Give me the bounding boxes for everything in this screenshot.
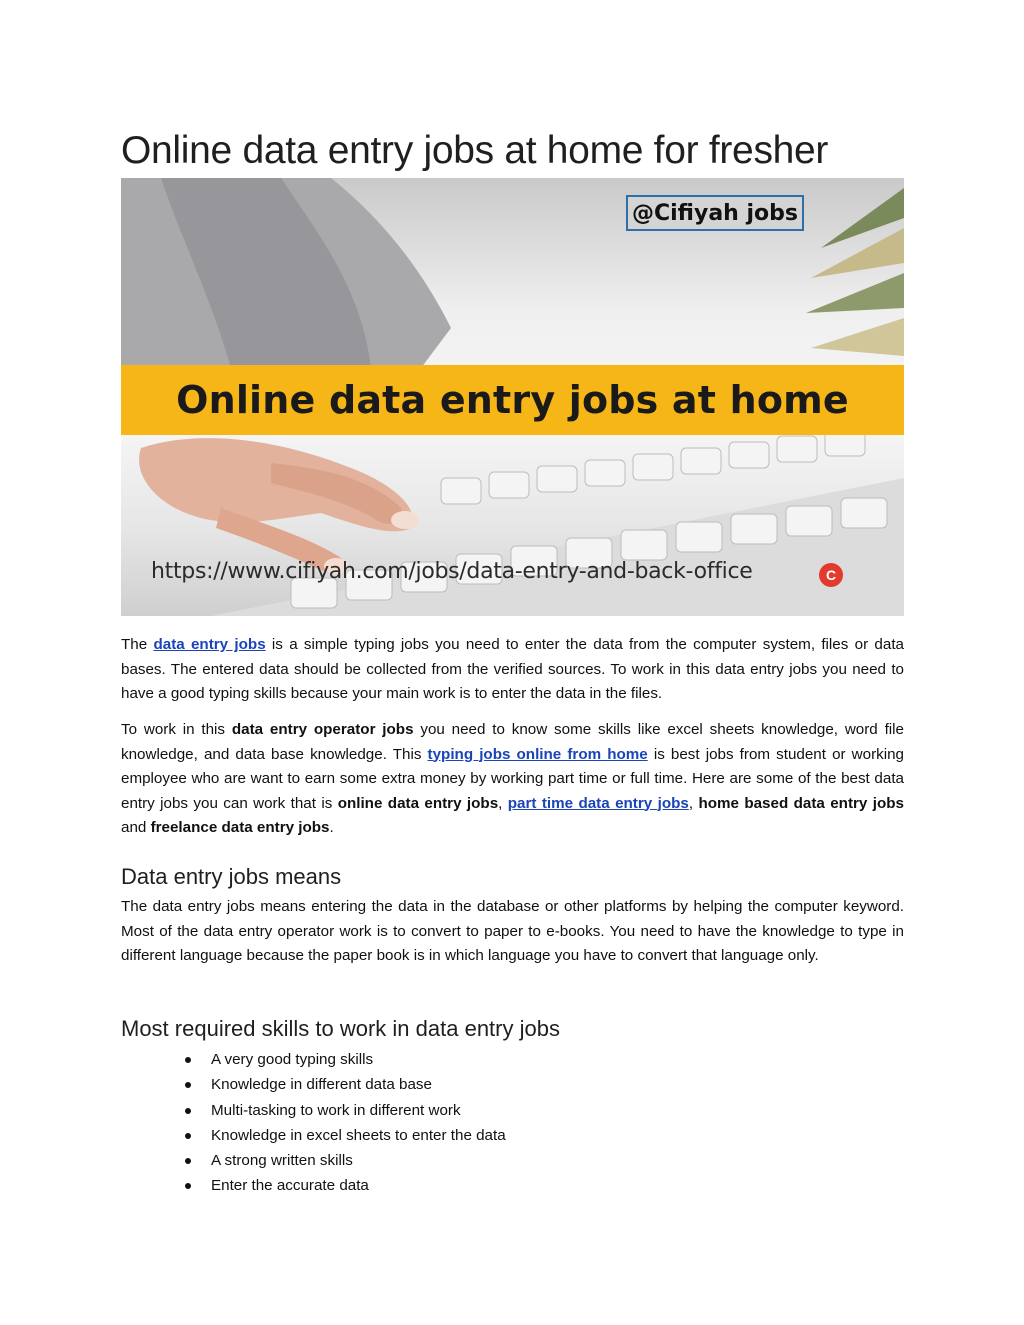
section-heading-skills: Most required skills to work in data entry jobs (121, 1016, 560, 1041)
list-item: A strong written skills (121, 1148, 506, 1173)
brand-logo-icon: C (819, 563, 843, 587)
skills-paragraph: To work in this data entry operator jobs you need to know some skills like excel sheets knowledge, word file knowledge, and data base knowledge. This typing jobs online from home is best jobs from student or working employee who are want to earn some extra money by working part time or full time. Here are some of the best data entry jobs you can work that is online data entry jobs, part time data entry jobs, home based data entry jobs and freelance data entry jobs. (121, 721, 905, 836)
brand-badge: @Cifiyah jobs (626, 195, 804, 231)
list-item: Knowledge in different data base (121, 1072, 506, 1097)
skills-list (121, 1047, 506, 1199)
list-item: Knowledge in excel sheets to enter the data (121, 1123, 506, 1148)
section-heading-meaning: Data entry jobs means (121, 864, 342, 889)
link-data-entry-jobs[interactable]: data entry jobs (153, 636, 266, 653)
list-item: Enter the accurate data (121, 1173, 506, 1198)
link-typing-jobs-online[interactable]: typing jobs online from home (427, 745, 648, 763)
list-item: A very good typing skills (121, 1047, 506, 1072)
hero-banner-text: Online data entry jobs at home (176, 378, 849, 422)
hero-url: https://www.cifiyah.com/jobs/data-entry-and-back-office (151, 559, 753, 584)
meaning-paragraph: The data entry jobs means entering the data in the database or other platforms by helping the computer keyword. Most of the data entry operator work is to convert to paper to e-books. You need to have the knowledge to type in different language because the paper book is in which language you have to convert that language only. (121, 898, 904, 964)
hero-image (121, 178, 904, 616)
money-fan (806, 188, 904, 356)
intro-paragraph: The data entry jobs is a simple typing jobs you need to enter the data from the computer system, files or data bases. The entered data should be collected from the verified sources. To work in this data entry jobs you need to have a good typing skills because your main work is to enter the data in the files. (121, 636, 904, 702)
link-part-time-data-entry[interactable]: part time data entry jobs (507, 794, 689, 812)
list-item: Multi-tasking to work in different work (121, 1098, 506, 1123)
page-title: Online data entry jobs at home for fresher (121, 129, 829, 172)
